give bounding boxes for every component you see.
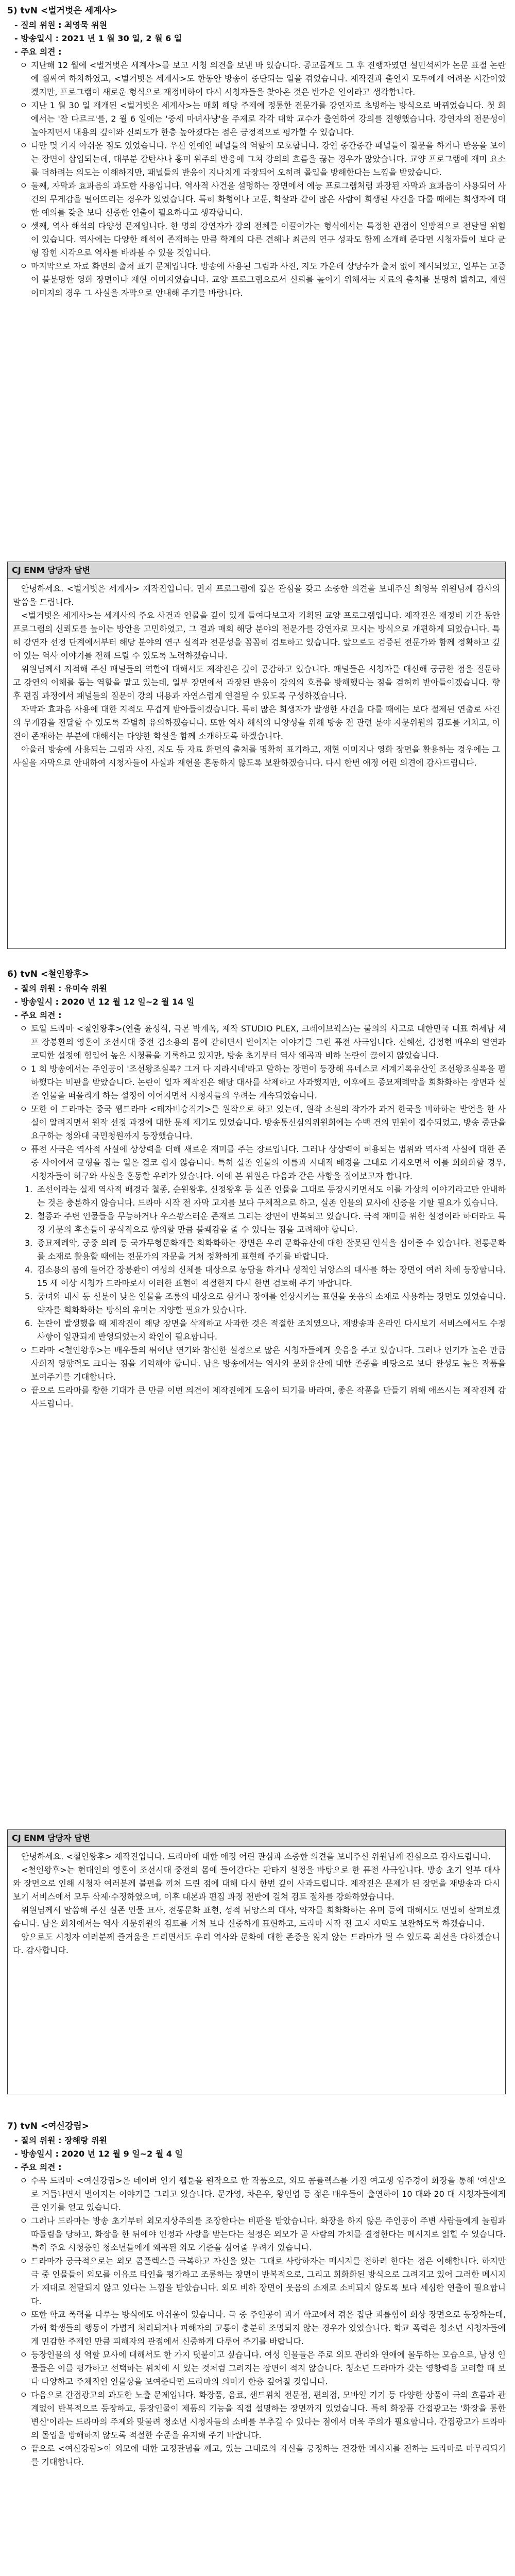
item-number: 4. <box>25 1265 33 1275</box>
reply-box <box>7 1829 506 2094</box>
numbered-item <box>7 1317 506 1344</box>
broadcast-date-line: - 방송일시 : 2020 년 12 월 9 일~2 월 4 일 <box>14 2149 183 2159</box>
opinion-label: - 주요 의견 : <box>14 47 62 57</box>
opinion-paragraph <box>7 1143 506 1183</box>
reply-paragraph: 아울러 방송에 사용되는 그림과 사진, 지도 등 자료 화면의 출처를 명확히 표기하고, 재현 이미지나 영화 장면을 활용하는 경우에는 그 사실을 자막으로 안내하여 시청자들이 사실과 재현을 혼동하지 않도록 보완하겠습니다. 다시 한번 애정 어린 의견에 감사드립니다. <box>13 744 500 768</box>
opinion-text: 끝으로 드라마를 향한 기대가 큰 만큼 이번 의견이 제작진에게 도움이 되기를 바라며, 좋은 작품을 만들기 위해 애쓰시는 제작진께 감사드립니다. <box>31 1385 506 1409</box>
reply-paragraph: <철인왕후>는 현대인의 영혼이 조선시대 중전의 몸에 들어간다는 판타지 설정을 바탕으로 한 퓨전 사극입니다. 방송 초기 일부 대사와 장면으로 인해 시청자 여러분께 불편을 끼쳐 드린 점에 대해 다시 한번 깊이 사과드립니다. 제작진은 문제가 된 장면을 재방송과 다시보기 서비스에서 모두 삭제·수정하였으며, 이후 대본과 편집 과정 전반에 걸쳐 검토 절차를 강화하였습니다. <box>13 1865 500 1902</box>
opinion-text: 퓨전 사극은 역사적 사실에 상상력을 더해 새로운 재미를 주는 장르입니다. 그러나 상상력이 허용되는 범위와 역사적 사실에 대한 존중 사이에서 균형을 잡는 일은 결코 쉽지 않습니다. 특히 실존 인물의 이름과 시대적 배경을 그대로 가져오면서 이를 희화화할 경우, 시청자들이 허구와 사실을 혼동할 우려가 있습니다. 이에 본 위원은 다음과 같은 사항을 짚어보고자 합니다. <box>31 1144 506 1181</box>
numbered-item <box>7 1263 506 1290</box>
opinion-text: 또한 학교 폭력을 다루는 방식에도 아쉬움이 있습니다. 극 중 주인공이 과거 학교에서 겪은 집단 괴롭힘이 회상 장면으로 등장하는데, 가해 학생들의 행동이 가볍게 처리되거나 피해자의 고통이 충분히 조명되지 않는 경우가 있었습니다. 학교 폭력은 청소년 시청자들에게 민감한 주제인 만큼 피해자의 관점에서 신중하게 다루어 주기를 바랍니다. <box>31 2310 506 2346</box>
opinion-label: - 주요 의견 : <box>14 2162 62 2172</box>
opinion-paragraph <box>7 219 506 260</box>
opinion-text: 마지막으로 자료 화면의 출처 표기 문제입니다. 방송에 사용된 그림과 사진, 지도 가운데 상당수가 출처 없이 제시되었고, 일부는 고증이 불분명한 영화 장면이나 재현 이미지였습니다. 교양 프로그램으로서 신뢰를 높이기 위해서는 자료의 출처를 분명히 밝히고, 재현 이미지의 경우 그 사실을 자막으로 안내해 주기를 바랍니다. <box>31 261 506 298</box>
opinion-text: 지난 1 월 30 일 재개된 <벌거벗은 세계사>는 매회 해당 주제에 정통한 전문가를 강연자로 초빙하는 방식으로 바뀌었습니다. 첫 회에서는 '잔 다르크'를, 2 월 6 일에는 '중세 마녀사냥'을 주제로 각각 대학 교수가 출연하여 강의를 진행했습니다. 강연자의 전문성이 높아지면서 내용의 깊이와 신뢰도가 한층 높아졌다는 점은 긍정적으로 평가할 수 있습니다. <box>31 100 506 137</box>
opinion-text: 다만 몇 가지 아쉬운 점도 있었습니다. 우선 연예인 패널들의 역할이 모호합니다. 강연 중간중간 패널들이 질문을 하거나 반응을 보이는 장면이 삽입되는데, 대부분 감탄사나 흥미 위주의 반응에 그쳐 강의의 흐름을 끊는 경우가 많았습니다. 교양 프로그램에 재미 요소를 더하려는 의도는 이해하지만, 패널들의 반응이 지나치게 과장되어 오히려 몰입을 방해한다는 느낌을 받았습니다. <box>31 141 506 177</box>
opinion-paragraph <box>7 1384 506 1411</box>
reply-paragraph: 자막과 효과음 사용에 대한 지적도 무겁게 받아들이겠습니다. 특히 많은 희생자가 발생한 사건을 다룰 때에는 보다 절제된 연출로 사건의 무게감을 전달할 수 있도록 각별히 유의하겠습니다. 또한 역사 해석의 다양성을 위해 방송 전 관련 분야 자문위원의 검토를 거치고, 이견이 존재하는 부분에 대해서는 다양한 학설을 함께 소개하도록 하겠습니다. <box>13 704 500 741</box>
reply-paragraph: 앞으로도 시청자 여러분께 즐거움을 드리면서도 우리 역사와 문화에 대한 존중을 잃지 않는 드라마가 될 수 있도록 최선을 다하겠습니다. 감사합니다. <box>13 1932 500 1955</box>
reply-paragraph: 위원님께서 지적해 주신 패널들의 역할에 대해서도 제작진은 깊이 공감하고 있습니다. 패널들은 시청자를 대신해 궁금한 점을 질문하고 강연의 이해를 돕는 역할을 맡고 있는데, 일부 장면에서 과장된 반응이 강의의 흐름을 방해했다는 점을 겸허히 받아들이겠습니다. 향후 편집 과정에서 패널들의 질문이 강의 내용과 자연스럽게 연결될 수 있도록 구성하겠습니다. <box>13 664 500 701</box>
opinion-text: 궁녀와 내시 등 신분이 낮은 인물을 조롱의 대상으로 삼거나 장애를 연상시키는 표현을 웃음의 소재로 사용하는 장면도 있었습니다. 약자를 희화화하는 방식의 유머는 지양할 필요가 있습니다. <box>37 1292 506 1315</box>
program-opinion-block <box>7 968 506 1829</box>
opinion-text: 종묘제례악, 궁중 의례 등 국가무형문화재를 희화화하는 장면은 우리 문화유산에 대한 잘못된 인식을 심어줄 수 있습니다. 전통문화를 소재로 활용할 때에는 전문가의 자문을 거쳐 정확하게 표현해 주기를 바랍니다. <box>37 1238 506 1261</box>
opinion-paragraph <box>7 139 506 179</box>
opinion-label: - 주요 의견 : <box>14 1010 62 1020</box>
numbered-item <box>7 1210 506 1236</box>
opinion-paragraph <box>7 1103 506 1143</box>
opinion-paragraph <box>7 2255 506 2308</box>
broadcast-date-line: - 방송일시 : 2020 년 12 월 12 일~2 월 14 일 <box>14 997 195 1007</box>
opinion-text: 김소용의 몸에 들어간 장봉환이 여성의 신체를 대상으로 농담을 하거나 성적인 뉘앙스의 대사를 하는 장면이 여러 차례 등장합니다. 15 세 이상 시청가 드라마로서 이러한 표현이 적절한지 다시 한번 검토해 주기 바랍니다. <box>37 1265 506 1288</box>
bullet-marker: ㅇ <box>20 1104 28 1114</box>
reply-box <box>7 562 506 949</box>
bullet-marker: ㅇ <box>20 1024 28 1033</box>
bullet-marker: ㅇ <box>20 60 28 70</box>
program-section <box>7 968 506 2094</box>
opinion-paragraph <box>7 179 506 219</box>
numbered-item <box>7 1236 506 1263</box>
numbered-item <box>7 1183 506 1210</box>
section-title: 5) tvN <벌거벗은 세계사> <box>7 6 118 16</box>
bullet-marker: ㅇ <box>20 261 28 271</box>
opinion-text: 그러나 드라마는 방송 초기부터 외모지상주의를 조장한다는 비판을 받았습니다. 화장을 하지 않은 주인공이 주변 사람들에게 놀림과 따돌림을 당하고, 화장을 한 뒤에야 인정과 사랑을 받는다는 설정은 외모가 곧 사람의 가치를 결정한다는 메시지로 읽힐 수 있습니다. 특히 주요 시청층인 청소년들에게 왜곡된 외모 기준을 심어줄 우려가 있습니다. <box>31 2216 506 2252</box>
opinion-text: 다음으로 간접광고의 과도한 노출 문제입니다. 화장품, 음료, 샌드위치 전문점, 편의점, 모바일 기기 등 다양한 상품이 극의 흐름과 관계없이 반복적으로 등장하고, 등장인물이 제품의 기능을 직접 설명하는 장면까지 있었습니다. 특히 화장품 간접광고는 '화장을 통한 변신'이라는 드라마의 주제와 맞물려 청소년 시청자들의 소비를 부추길 수 있다는 점에서 더욱 주의가 필요합니다. 간접광고가 드라마의 몰입을 방해하지 않도록 적절한 수준을 유지해 주기 바랍니다. <box>31 2390 506 2440</box>
bullet-marker: ㅇ <box>20 2176 28 2185</box>
opinion-text: 끝으로 <여신강림>이 외모에 대한 고정관념을 깨고, 있는 그대로의 자신을 긍정하는 건강한 메시지를 전하는 드라마로 마무리되기를 기대합니다. <box>31 2444 506 2467</box>
member-line: - 질의 위원 : 유미숙 위원 <box>14 984 107 993</box>
reply-header: CJ ENM 담당자 답변 <box>8 1830 505 1847</box>
item-number: 6. <box>25 1318 33 1328</box>
opinion-text: 1 회 방송에서는 주인공이 '조선왕조실록? 그거 다 지라시네'라고 말하는 장면이 등장해 유네스코 세계기록유산인 조선왕조실록을 폄하했다는 비판을 받았습니다. 논란이 일자 제작진은 해당 대사를 삭제하고 사과했지만, 이후에도 종묘제례악을 희화화하는 장면과 실존 인물을 떠올리게 하는 설정이 이어지면서 시청자들의 우려는 계속되었습니다. <box>31 1064 506 1100</box>
section-title: 7) tvN <여신강림> <box>7 2121 90 2131</box>
opinion-paragraph <box>7 1022 506 1062</box>
reply-header: CJ ENM 담당자 답변 <box>8 562 505 579</box>
opinion-text: 등장인물의 성 역할 묘사에 대해서도 한 가지 덧붙이고 싶습니다. 여성 인물들은 주로 외모 관리와 연애에 몰두하는 모습으로, 남성 인물들은 이를 평가하고 선택하는 위치에 서 있는 것처럼 그려지는 장면이 적지 않습니다. 청소년 드라마가 갖는 영향력을 고려할 때 보다 다양하고 주체적인 인물상을 보여준다면 드라마의 의미가 한층 깊어질 것입니다. <box>31 2350 506 2386</box>
opinion-text: 토일 드라마 <철인왕후>(연출 윤성식, 극본 박계옥, 제작 STUDIO PLEX, 크레이브웍스)는 불의의 사고로 대한민국 대표 허세남 셰프 장봉환의 영혼이 조선시대 중전 김소용의 몸에 갇히면서 벌어지는 이야기를 그린 퓨전 사극입니다. 신혜선, 김정현 배우의 열연과 코믹한 설정에 힘입어 높은 시청률을 기록하고 있지만, 방송 초기부터 역사 왜곡과 비하 논란이 끊이지 않았습니다. <box>31 1024 506 1060</box>
bullet-marker: ㅇ <box>20 1385 28 1395</box>
opinion-paragraph <box>7 1344 506 1384</box>
opinion-text: 조선이라는 실제 역사적 배경과 철종, 순원왕후, 신정왕후 등 실존 인물을 그대로 등장시키면서도 이를 가상의 이야기라고만 안내하는 것은 충분하지 않습니다. 드라마 시작 전 자막 고지를 보다 구체적으로 하고, 실존 인물의 묘사에 신중을 기할 필요가 있습니다. <box>37 1184 506 1208</box>
item-number: 5. <box>25 1292 33 1301</box>
opinion-text: 드라마가 궁극적으로는 외모 콤플렉스를 극복하고 자신을 있는 그대로 사랑하자는 메시지를 전하려 한다는 점은 이해합니다. 하지만 극 중 인물들이 외모를 이유로 타인을 평가하고 조롱하는 장면이 반복적으로, 그리고 희화화된 방식으로 그려지고 있어 그러한 메시지가 제대로 전달되지 않고 있다는 느낌을 받았습니다. 외모 비하 장면이 웃음의 소재로 소비되지 않도록 보다 세심한 연출이 필요합니다. <box>31 2256 506 2306</box>
member-line: - 질의 위원 : 장해랑 위원 <box>14 2136 107 2145</box>
bullet-marker: ㅇ <box>20 181 28 191</box>
reply-paragraph: <벌거벗은 세계사>는 세계사의 주요 사건과 인물을 깊이 있게 들여다보고자 기획된 교양 프로그램입니다. 제작진은 재정비 기간 동안 프로그램의 신뢰도를 높이는 방안을 고민하였고, 그 결과 매회 해당 분야의 전문가를 강연자로 모시는 방식으로 개편하게 되었습니다. 특히 강연자 선정 단계에서부터 해당 분야의 연구 실적과 전문성을 꼼꼼히 검토하고 있습니다. 앞으로도 검증된 전문가와 함께 정확하고 깊이 있는 역사 이야기를 전해 드릴 수 있도록 노력하겠습니다. <box>13 611 500 660</box>
reply-body <box>8 1847 505 1961</box>
opinion-text: 둘째, 자막과 효과음의 과도한 사용입니다. 역사적 사건을 설명하는 장면에서 예능 프로그램처럼 과장된 자막과 효과음이 사용되어 사건의 무게감을 떨어뜨리는 경우가 있었습니다. 특히 화형이나 고문, 학살과 같이 많은 사람이 희생된 사건을 다룰 때에는 희생자에 대한 예의를 갖춘 보다 신중한 연출이 필요하다고 생각합니다. <box>31 181 506 217</box>
reply-body <box>8 579 505 774</box>
bullet-marker: ㅇ <box>20 1064 28 1074</box>
bullet-marker: ㅇ <box>20 221 28 231</box>
item-number: 1. <box>25 1184 33 1194</box>
opinion-paragraph <box>7 260 506 300</box>
broadcast-date-line: - 방송일시 : 2021 년 1 월 30 일, 2 월 6 일 <box>14 33 182 43</box>
item-number: 3. <box>25 1238 33 1248</box>
opinion-paragraph <box>7 59 506 99</box>
opinion-paragraph <box>7 2388 506 2442</box>
bullet-marker: ㅇ <box>20 2444 28 2453</box>
program-opinion-block <box>7 4 506 562</box>
bullet-marker: ㅇ <box>20 1345 28 1355</box>
reply-paragraph: 안녕하세요. <벌거벗은 세계사> 제작진입니다. 먼저 프로그램에 깊은 관심을 갖고 소중한 의견을 보내주신 최영묵 위원님께 감사의 말씀을 드립니다. <box>13 584 500 607</box>
opinion-paragraph <box>7 1062 506 1103</box>
opinion-text: 논란이 발생했을 때 제작진이 해당 장면을 삭제하고 사과한 것은 적절한 조치였으나, 재방송과 온라인 다시보기 서비스에서도 수정 사항이 일관되게 반영되었는지 확인이 필요합니다. <box>37 1318 506 1342</box>
section-title: 6) tvN <철인왕후> <box>7 969 90 979</box>
bullet-marker: ㅇ <box>20 2310 28 2319</box>
opinion-text: 드라마 <철인왕후>는 배우들의 뛰어난 연기와 참신한 설정으로 많은 시청자들에게 웃음을 주고 있습니다. 그러나 인기가 높은 만큼 사회적 영향력도 크다는 점을 기억해야 합니다. 남은 방송에서는 역사와 문화유산에 대한 존중을 바탕으로 보다 완성도 높은 작품을 보여주기를 기대합니다. <box>31 1345 506 1382</box>
program-section <box>7 4 506 949</box>
opinion-text: 셋째, 역사 해석의 다양성 문제입니다. 한 명의 강연자가 강의 전체를 이끌어가는 형식에서는 특정한 관점이 일방적으로 전달될 위험이 있습니다. 역사에는 다양한 해석이 존재하는 만큼 학계의 다른 견해나 최근의 연구 성과도 함께 소개해 준다면 시청자들이 보다 균형 잡힌 시각으로 역사를 바라볼 수 있을 것입니다. <box>31 221 506 258</box>
bullet-marker: ㅇ <box>20 2350 28 2360</box>
reply-paragraph: 안녕하세요. <철인왕후> 제작진입니다. 드라마에 대한 애정 어린 관심과 소중한 의견을 보내주신 위원님께 진심으로 감사드립니다. <box>21 1852 491 1861</box>
program-opinion-block <box>7 2120 506 2576</box>
opinion-paragraph <box>7 2442 506 2469</box>
opinion-paragraph <box>7 2174 506 2214</box>
opinion-text: 또한 이 드라마는 중국 웹드라마 <태자비승직기>를 원작으로 하고 있는데, 원작 소설의 작가가 과거 한국을 비하하는 발언을 한 사실이 알려지면서 원작 선정 과정에 대한 문제 제기도 있었습니다. 방송통신심의위원회에는 수백 건의 민원이 접수되었고, 방송 중단을 요구하는 청와대 국민청원까지 등장했습니다. <box>31 1104 506 1141</box>
opinion-paragraph <box>7 99 506 139</box>
bullet-marker: ㅇ <box>20 2256 28 2266</box>
bullet-marker: ㅇ <box>20 2390 28 2400</box>
opinion-paragraph <box>7 2308 506 2348</box>
opinion-text: 철종과 주변 인물들을 무능하거나 우스꽝스러운 존재로 그리는 장면이 반복되고 있습니다. 극적 재미를 위한 설정이라 하더라도 특정 가문의 후손들이 공식적으로 항의할 만큼 불쾌감을 줄 수 있다는 점을 고려해야 합니다. <box>37 1211 506 1234</box>
program-section <box>7 2120 506 2576</box>
bullet-marker: ㅇ <box>20 100 28 110</box>
member-line: - 질의 위원 : 최영묵 위원 <box>14 20 107 30</box>
opinion-paragraph <box>7 2214 506 2255</box>
numbered-item <box>7 1290 506 1317</box>
reply-paragraph: 위원님께서 말씀해 주신 실존 인물 묘사, 전통문화 표현, 성적 뉘앙스의 대사, 약자를 희화화하는 유머 등에 대해서도 면밀히 살펴보겠습니다. 남은 회차에서는 역사 자문위원의 검토를 거쳐 보다 신중하게 표현하고, 드라마 시작 전 고지 자막도 보완하도록 하겠습니다. <box>13 1905 500 1928</box>
opinion-text: 지난해 12 월에 <벌거벗은 세계사>를 보고 시청 의견을 보낸 바 있습니다. 공교롭게도 그 후 진행자였던 설민석씨가 논문 표절 논란에 휩싸여 하차하였고, <벌거벗은 세계사>도 한동안 방송이 중단되는 일을 겪었습니다. 제작진과 출연자 모두에게 어려운 시간이었겠지만, 프로그램이 새로운 형식으로 재정비하여 다시 시청자들을 찾아온 것은 반가운 일이라고 생각합니다. <box>31 60 506 97</box>
opinion-paragraph <box>7 2348 506 2388</box>
item-number: 2. <box>25 1211 33 1221</box>
bullet-marker: ㅇ <box>20 2216 28 2226</box>
bullet-marker: ㅇ <box>20 141 28 150</box>
opinion-text: 수목 드라마 <여신강림>은 네이버 인기 웹툰을 원작으로 한 작품으로, 외모 콤플렉스를 가진 여고생 임주경이 화장을 통해 '여신'으로 거듭나면서 벌어지는 이야기를 그리고 있습니다. 문가영, 차은우, 황인엽 등 젊은 배우들이 출연하여 10 대와 20 대 시청자들에게 큰 인기를 얻고 있습니다. <box>31 2176 506 2212</box>
bullet-marker: ㅇ <box>20 1144 28 1154</box>
